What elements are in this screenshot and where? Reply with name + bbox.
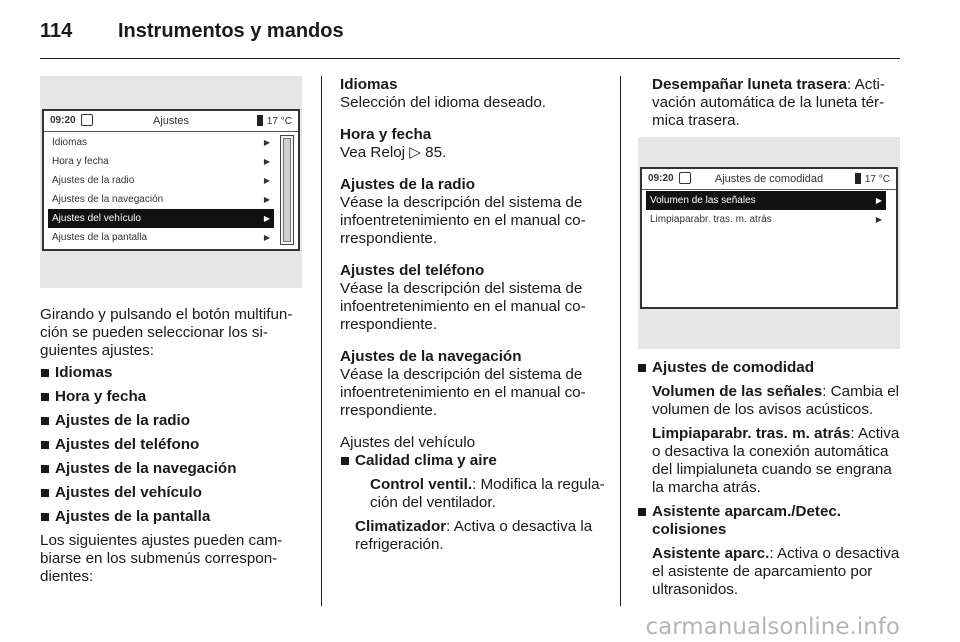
column-right-lower: [637, 359, 900, 605]
screen-menu-item[interactable]: [646, 191, 886, 210]
heading-navegacion: Ajustes de la navegación: [340, 348, 522, 365]
chevron-right-icon: ▶: [263, 195, 270, 204]
screen-menu-item-label: Ajustes de la radio: [52, 175, 135, 186]
heading-asistente: Asistente aparcam./Detec. colisiones: [652, 503, 842, 538]
watermark-site: carmanualsonline.info: [645, 614, 900, 640]
option-aparcamiento: Asistente aparc.: Activa o desactiva el asistente de aparcamiento por ultrasonidos.: [652, 545, 900, 598]
screen-menu-item-label: Limpiaparabr. tras. m. atrás: [650, 214, 772, 225]
screen-menu-list: [646, 191, 886, 229]
screen-menu-item-label: Volumen de las señales: [650, 195, 756, 206]
settings-list-item: Idiomas: [40, 364, 306, 382]
section-hora: [340, 126, 605, 162]
screen-menu-item-label: Idiomas: [52, 137, 88, 148]
page-header: [40, 18, 900, 59]
column-right: [652, 76, 900, 130]
text-hora: Vea Reloj ▷ 85.: [340, 144, 447, 161]
settings-screen-illustration: [40, 76, 302, 288]
comodidad-options: [652, 383, 900, 497]
section-radio: [340, 176, 605, 248]
option-limpialuneta: Limpiaparabr. tras. m. atrás: Activa o desactiva la conexión automática del limpialuneta cuando se engrana la marcha atrás.: [652, 425, 900, 496]
screen-menu-list: [48, 133, 274, 247]
clima-options: [355, 476, 605, 554]
screen-title: Ajustes de comodidad: [714, 173, 824, 185]
section-idiomas: [340, 76, 605, 112]
page-title: Instrumentos y mandos: [118, 20, 344, 42]
screen-menu-item-label: Ajustes del vehículo: [52, 213, 141, 224]
screen-menu-item[interactable]: [48, 209, 274, 228]
outro-paragraph: Los siguientes ajustes pueden cam- biarse en los submenús correspon- dientes:: [40, 532, 283, 585]
asistente-options: [652, 545, 900, 599]
settings-list-item: Hora y fecha: [40, 388, 306, 406]
bullet-clima: [340, 452, 605, 554]
screen-temperature: 17 °C: [257, 115, 292, 127]
heading-comodidad: Ajustes de comodidad: [652, 359, 815, 376]
chevron-right-icon: ▶: [875, 196, 882, 205]
settings-list-item: Ajustes del vehículo: [40, 484, 306, 502]
text-navegacion: Véase la descripción del sistema de infoentretenimiento en el manual co- rrespondiente.: [340, 366, 586, 419]
settings-screen: [42, 109, 300, 251]
section-telefono: [340, 262, 605, 334]
settings-list: [40, 364, 306, 526]
thermometer-icon: [855, 173, 861, 184]
scrollbar-thumb: [283, 138, 291, 242]
column-divider-2: [620, 76, 621, 606]
chevron-right-icon: ▶: [263, 214, 270, 223]
chevron-right-icon: ▶: [263, 157, 270, 166]
column-middle: [340, 76, 605, 560]
settings-list-item: Ajustes del teléfono: [40, 436, 306, 454]
screen-temperature: 17 °C: [855, 173, 890, 185]
thermometer-icon: [257, 115, 263, 126]
screen-time: 09:20: [648, 173, 674, 184]
screen-menu-item[interactable]: [48, 228, 274, 247]
screen-menu-item-label: Ajustes de la navegación: [52, 194, 164, 205]
chevron-right-icon: ▶: [875, 215, 882, 224]
screen-time: 09:20: [50, 115, 76, 126]
bullet-asistente: [637, 503, 900, 599]
option-climatizador: Climatizador: Activa o desactiva la refrigeración.: [355, 518, 593, 553]
column-left: [40, 306, 306, 586]
settings-list-item: Ajustes de la radio: [40, 412, 306, 430]
text-radio: Véase la descripción del sistema de infoentretenimiento en el manual co- rrespondiente.: [340, 194, 586, 247]
screen-menu-item[interactable]: [48, 152, 274, 171]
bullet-square: [638, 364, 646, 372]
option-ventilador: Control ventil.: Modifica la regula- ción del ventilador.: [370, 476, 605, 511]
section-vehiculo: [340, 434, 605, 554]
chevron-right-icon: ▶: [263, 233, 270, 242]
screen-menu-item[interactable]: [646, 210, 886, 229]
bullet-square: [341, 457, 349, 465]
section-navegacion: [340, 348, 605, 420]
settings-list-item: Ajustes de la navegación: [40, 460, 306, 478]
screen-menu-item[interactable]: [48, 190, 274, 209]
screen-title: Ajustes: [152, 115, 190, 127]
screen-menu-item[interactable]: [48, 133, 274, 152]
heading-idiomas: Idiomas: [340, 76, 398, 93]
screen-menu-item[interactable]: [48, 171, 274, 190]
text-telefono: Véase la descripción del sistema de infoentretenimiento en el manual co- rrespondiente.: [340, 280, 586, 333]
option-luneta: Desempañar luneta trasera: Acti- vación automática de la luneta tér- mica trasera.: [652, 76, 885, 129]
chevron-right-icon: ▶: [263, 176, 270, 185]
column-divider-1: [321, 76, 322, 606]
bullet-square: [638, 508, 646, 516]
option-volumen: Volumen de las señales: Cambia el volumen de los avisos acústicos.: [652, 383, 900, 418]
heading-telefono: Ajustes del teléfono: [340, 262, 485, 279]
text-idiomas: Selección del idioma deseado.: [340, 94, 547, 111]
page-number: 114: [40, 20, 73, 42]
bullet-comodidad: [637, 359, 900, 497]
screen-menu-item-label: Hora y fecha: [52, 156, 109, 167]
comfort-screen: [640, 167, 898, 309]
heading-vehiculo: Ajustes del vehículo: [340, 434, 476, 451]
intro-paragraph: Girando y pulsando el botón multifun- ción se pueden seleccionar los si- guientes ajustes:: [40, 306, 293, 359]
screen-status-bar: [44, 111, 298, 132]
screen-status-bar: [642, 169, 896, 190]
heading-hora: Hora y fecha: [340, 126, 432, 143]
heading-radio: Ajustes de la radio: [340, 176, 476, 193]
settings-list-item: Ajustes de la pantalla: [40, 508, 306, 526]
heading-clima: Calidad clima y aire: [355, 452, 497, 469]
chevron-right-icon: ▶: [263, 138, 270, 147]
screen-scrollbar: [280, 135, 294, 245]
page-reference-icon: ▷: [409, 144, 421, 161]
screen-menu-item-label: Ajustes de la pantalla: [52, 232, 148, 243]
comfort-screen-illustration: [638, 137, 900, 349]
